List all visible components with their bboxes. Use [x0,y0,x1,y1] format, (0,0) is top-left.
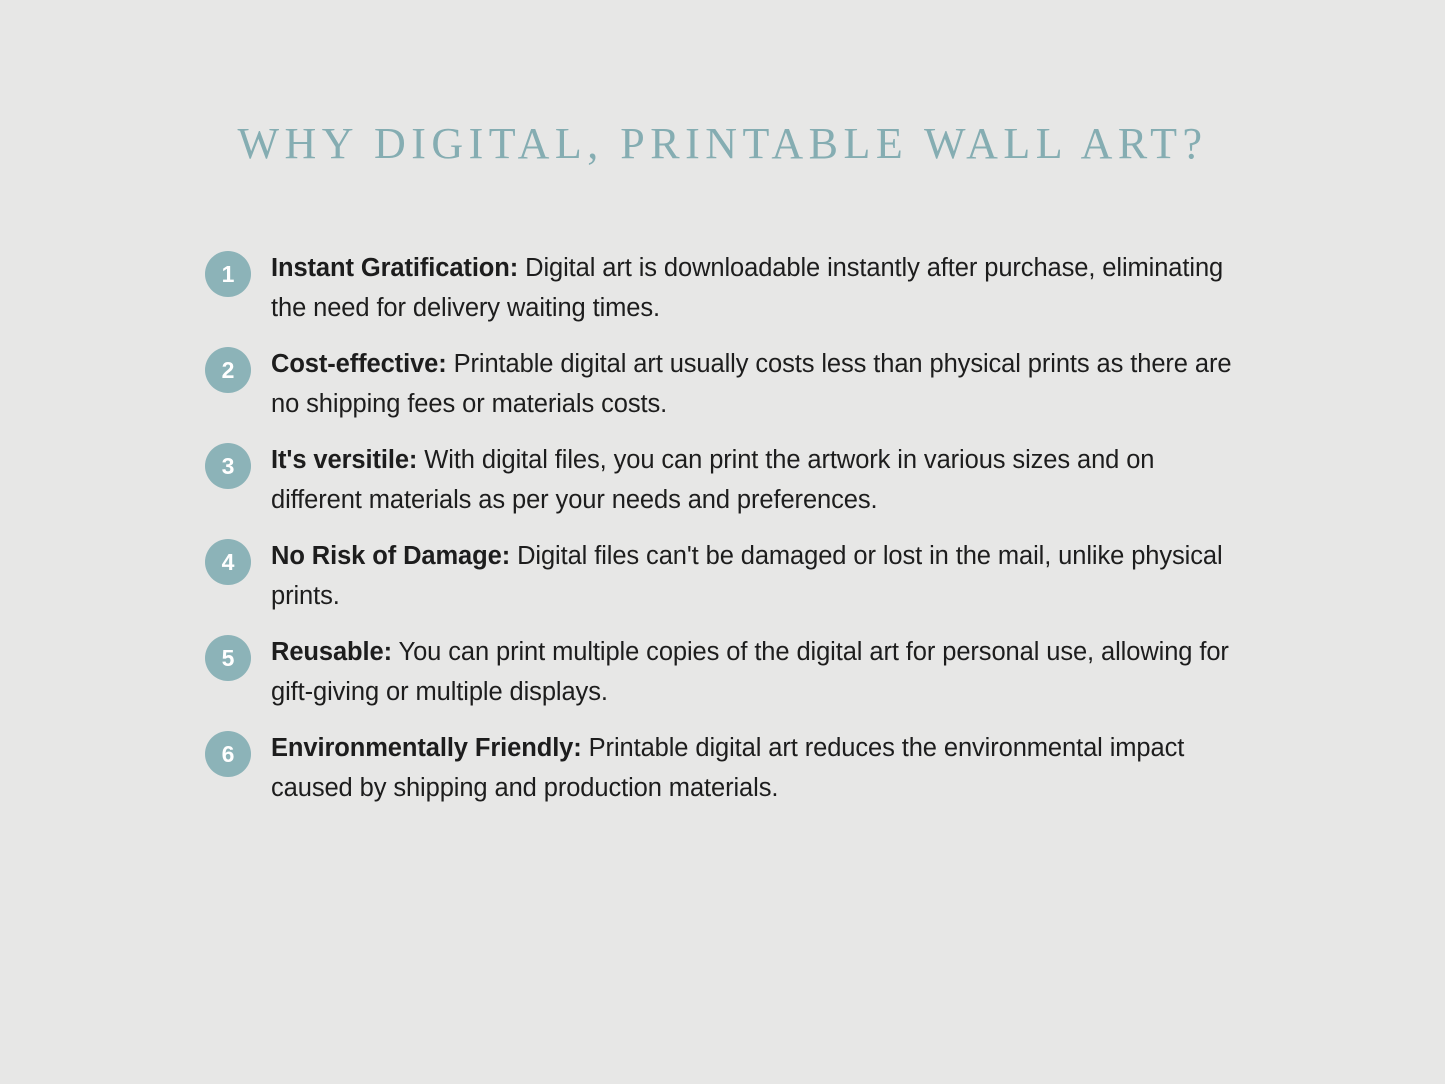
list-item-text [271,728,1245,808]
list-item-lead: It's versitile: [271,446,418,474]
list-item [205,536,1245,616]
list-item-number-badge: 5 [205,635,251,681]
benefits-list [205,248,1245,824]
list-item-body: Printable digital art usually costs less than physical prints as there are no shipping fees or materials costs. [271,350,1232,418]
list-item-number-badge: 3 [205,443,251,489]
list-item [205,728,1245,808]
list-item-text [271,632,1245,712]
list-item-text [271,248,1245,328]
list-item-body: With digital files, you can print the artwork in various sizes and on different materials as per your needs and preferences. [271,446,1155,514]
list-item-lead: Reusable: [271,638,392,666]
list-item-number-badge: 6 [205,731,251,777]
list-item-text [271,536,1245,616]
list-item-text [271,344,1245,424]
list-item [205,440,1245,520]
list-item [205,344,1245,424]
list-item-body: Printable digital art reduces the environmental impact caused by shipping and production materials. [271,734,1185,802]
page-title: WHY DIGITAL, PRINTABLE WALL ART? [237,119,1208,168]
list-item-body: Digital files can't be damaged or lost in the mail, unlike physical prints. [271,542,1223,610]
list-item-number-badge: 2 [205,347,251,393]
list-item-body: Digital art is downloadable instantly after purchase, eliminating the need for delivery waiting times. [271,254,1224,322]
list-item-text [271,440,1245,520]
list-item-lead: Environmentally Friendly: [271,734,582,762]
list-item-number-badge: 1 [205,251,251,297]
list-item-lead: No Risk of Damage: [271,542,511,570]
list-item-number-badge: 4 [205,539,251,585]
list-item-body: You can print multiple copies of the digital art for personal use, allowing for gift-giving or multiple displays. [271,638,1229,706]
list-item-lead: Cost-effective: [271,350,447,378]
list-item [205,632,1245,712]
list-item-lead: Instant Gratification: [271,254,519,282]
list-item [205,248,1245,328]
